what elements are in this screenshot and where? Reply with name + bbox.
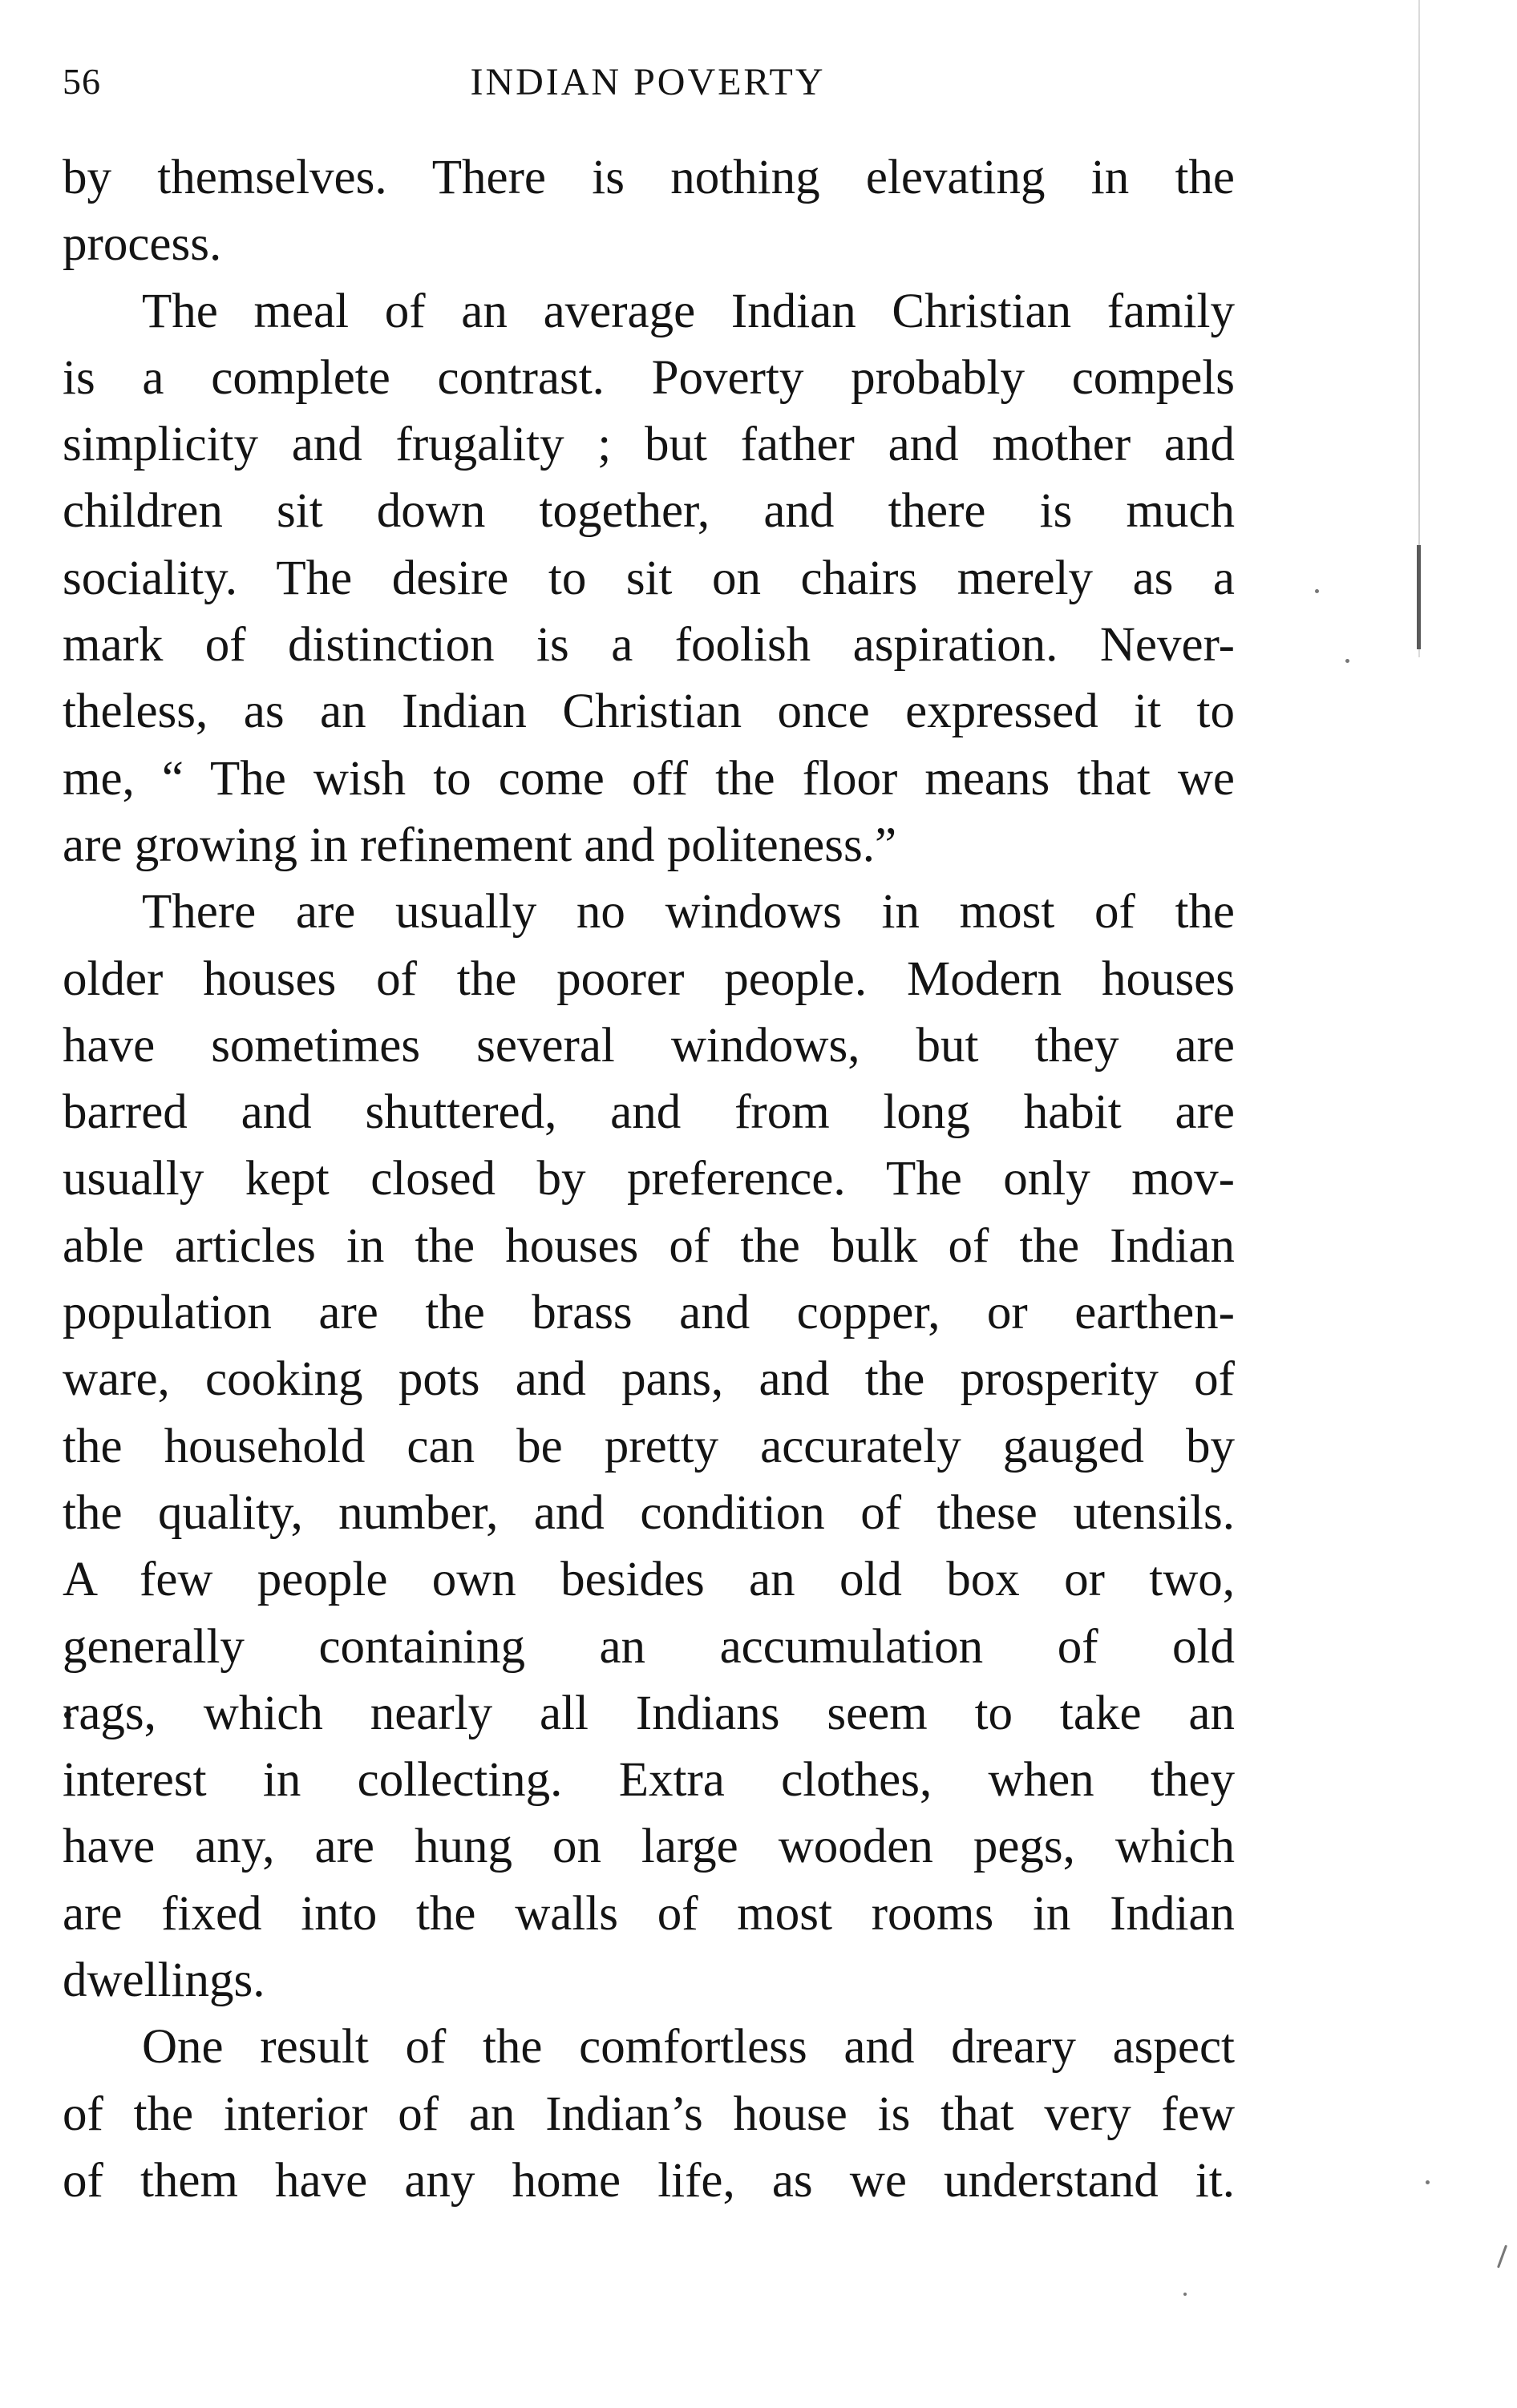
text-line: ware, cooking pots and pans, and the prosperity of — [63, 1352, 1235, 1407]
text-line: have sometimes several windows, but they are — [63, 1018, 1235, 1073]
text-line: me, “ The wish to come off the floor means that we — [63, 751, 1235, 806]
text-line: children sit down together, and there is much — [63, 484, 1235, 539]
text-line: is a complete contrast. Poverty probably compels — [63, 350, 1235, 405]
text-line: sociality. The desire to sit on chairs merely as a — [63, 551, 1235, 605]
text-line: have any, are hung on large wooden pegs, which — [63, 1820, 1235, 1874]
text-line: of the interior of an Indian’s house is that very few — [63, 2087, 1235, 2141]
text-line: barred and shuttered, and from long habit are — [63, 1085, 1235, 1140]
ink-speck — [1345, 659, 1349, 663]
text-line: mark of distinction is a foolish aspiration. Never- — [63, 618, 1235, 673]
text-line: generally containing an accumulation of old — [63, 1619, 1235, 1674]
paragraph-start-line: One result of the comfortless and dreary aspect — [142, 2020, 1235, 2075]
text-line: theless, as an Indian Christian once expressed it to — [63, 685, 1235, 739]
text-line: A few people own besides an old box or two, — [63, 1553, 1235, 1607]
ink-speck — [1315, 589, 1319, 593]
text-line: usually kept closed by preference. The only mov- — [63, 1152, 1235, 1206]
text-line: older houses of the poorer people. Modern houses — [63, 951, 1235, 1006]
paragraph-start-line: There are usually no windows in most of the — [142, 885, 1235, 939]
text-line: rags, which nearly all Indians seem to take an — [63, 1686, 1235, 1740]
text-line: able articles in the houses of the bulk of the Indian — [63, 1218, 1235, 1273]
text-line: of them have any home life, as we understand it. — [63, 2153, 1235, 2208]
paragraph-start-line: The meal of an average Indian Christian family — [142, 284, 1235, 338]
ink-speck — [1183, 2293, 1187, 2296]
text-line: process. — [63, 217, 222, 272]
text-line: population are the brass and copper, or earthen- — [63, 1286, 1235, 1340]
text-line: the quality, number, and condition of these utensils. — [63, 1485, 1235, 1540]
text-line: are fixed into the walls of most rooms in Indian — [63, 1886, 1235, 1941]
page-number: 56 — [63, 61, 101, 102]
text-line: by themselves. There is nothing elevating in the — [63, 151, 1235, 204]
text-line: dwellings. — [63, 1953, 265, 2008]
text-line: interest in collecting. Extra clothes, when they — [63, 1753, 1235, 1808]
body-text — [63, 144, 1235, 2214]
page-edge-mark — [1417, 545, 1421, 649]
page-header — [63, 60, 1233, 116]
ink-speck — [1497, 2244, 1507, 2268]
text-line: simplicity and frugality ; but father and mother and — [63, 418, 1235, 472]
text-line: are growing in refinement and politeness.” — [63, 818, 897, 872]
running-title: INDIAN POVERTY — [470, 61, 826, 103]
text-line: the household can be pretty accurately gauged by — [63, 1419, 1235, 1473]
ink-speck — [1426, 2180, 1430, 2184]
